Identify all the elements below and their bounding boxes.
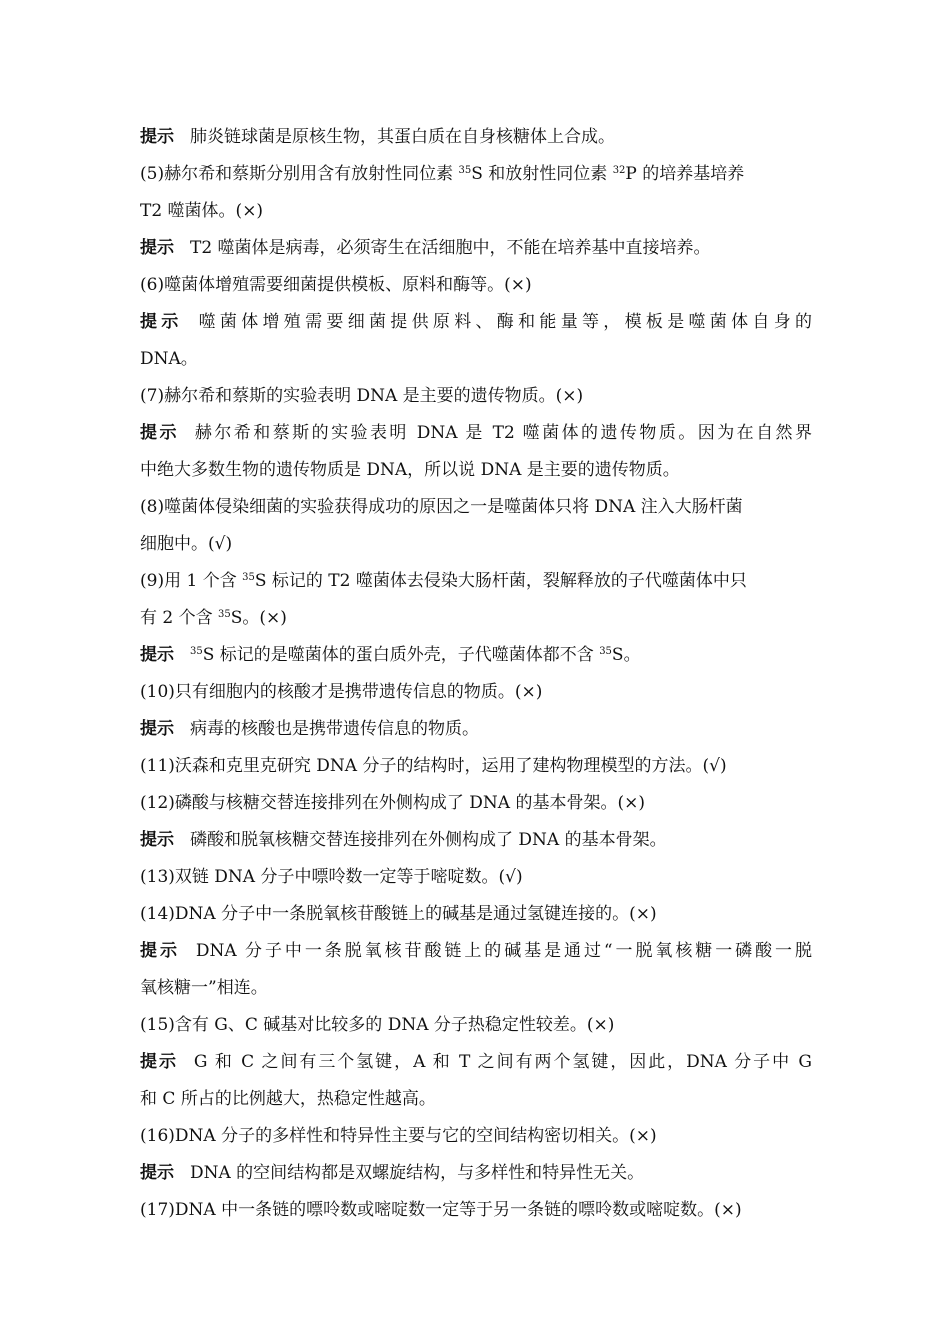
question-line	[140, 156, 812, 193]
hint-line	[140, 415, 812, 452]
hint-label: 提示	[140, 941, 180, 961]
text-segment: 病毒的核酸也是携带遗传信息的物质。	[190, 719, 479, 739]
text-segment: 肺炎链球菌是原核生物，其蛋白质在自身核糖体上合成。	[190, 127, 615, 147]
text-segment: 中绝大多数生物的遗传物质是 DNA，所以说 DNA 是主要的遗传物质。	[140, 460, 680, 480]
question-line	[140, 563, 812, 600]
text-segment: (6)噬菌体增殖需要细菌提供模板、原料和酶等。(×)	[140, 275, 532, 295]
text-segment: (5)赫尔希和蔡斯分别用含有放射性同位素	[140, 164, 459, 184]
text-segment: 有 2 个含	[140, 608, 219, 628]
hint-label: 提示	[140, 127, 174, 147]
document-body	[140, 119, 812, 1229]
question-line	[140, 859, 812, 896]
continuation-line	[140, 970, 812, 1007]
hint-line	[140, 933, 812, 970]
hint-line	[140, 304, 812, 341]
question-line	[140, 674, 812, 711]
question-line	[140, 1007, 812, 1044]
question-line	[140, 267, 812, 304]
isotope-superscript: 35	[458, 165, 472, 176]
isotope-superscript: 35	[190, 646, 203, 657]
continuation-line	[140, 341, 812, 378]
text-segment: S 标记的 T2 噬菌体去侵染大肠杆菌，裂解释放的子代噬菌体中只	[254, 571, 747, 591]
isotope-superscript: 35	[599, 646, 612, 657]
hint-line	[140, 230, 812, 267]
continuation-line	[140, 526, 812, 563]
text-segment: S 标记的是噬菌体的蛋白质外壳，子代噬菌体都不含	[202, 645, 600, 665]
hint-label: 提示	[140, 645, 174, 665]
isotope-superscript: 35	[218, 609, 231, 620]
question-line	[140, 489, 812, 526]
hint-line	[140, 1155, 812, 1192]
hint-label: 提示	[140, 238, 174, 258]
text-segment: (15)含有 G、C 碱基对比较多的 DNA 分子热稳定性较差。(×)	[140, 1015, 615, 1035]
text-segment: 噬菌体增殖需要细菌提供原料、酶和能量等，模板是噬菌体自身的	[198, 312, 812, 332]
text-segment: (16)DNA 分子的多样性和特异性主要与它的空间结构密切相关。(×)	[140, 1126, 657, 1146]
text-segment: DNA 的空间结构都是双螺旋结构，与多样性和特异性无关。	[190, 1163, 645, 1183]
text-segment: 细胞中。(√)	[140, 534, 233, 554]
text-segment: 氧核糖一”相连。	[140, 978, 268, 998]
text-segment: 赫尔希和蔡斯的实验表明 DNA 是 T2 噬菌体的遗传物质。因为在自然界	[194, 423, 812, 443]
hint-label: 提示	[140, 423, 179, 443]
hint-label: 提示	[140, 1052, 178, 1072]
text-segment: G 和 C 之间有三个氢键，A 和 T 之间有两个氢键，因此，DNA 分子中 G	[193, 1052, 812, 1072]
text-segment: 磷酸和脱氧核糖交替连接排列在外侧构成了 DNA 的基本骨架。	[190, 830, 667, 850]
question-line	[140, 748, 812, 785]
text-segment: (11)沃森和克里克研究 DNA 分子的结构时，运用了建构物理模型的方法。(√)	[140, 756, 727, 776]
text-segment: DNA 分子中一条脱氧核苷酸链上的碱基是通过“一脱氧核糖一磷酸一脱	[195, 941, 812, 961]
text-segment: S。	[611, 645, 641, 665]
text-segment: (7)赫尔希和蔡斯的实验表明 DNA 是主要的遗传物质。(×)	[140, 386, 584, 406]
text-segment: (12)磷酸与核糖交替连接排列在外侧构成了 DNA 的基本骨架。(×)	[140, 793, 645, 813]
question-line	[140, 785, 812, 822]
text-segment: (10)只有细胞内的核酸才是携带遗传信息的物质。(×)	[140, 682, 543, 702]
question-line	[140, 378, 812, 415]
question-line	[140, 1192, 812, 1229]
continuation-line	[140, 452, 812, 489]
hint-label: 提示	[140, 830, 174, 850]
question-line	[140, 896, 812, 933]
text-segment: (8)噬菌体侵染细菌的实验获得成功的原因之一是噬菌体只将 DNA 注入大肠杆菌	[140, 497, 743, 517]
continuation-line	[140, 600, 812, 637]
text-segment: T2 噬菌体。(×)	[140, 201, 264, 221]
text-segment: (17)DNA 中一条链的嘌呤数或嘧啶数一定等于另一条链的嘌呤数或嘧啶数。(×)	[140, 1200, 742, 1220]
text-segment: (13)双链 DNA 分子中嘌呤数一定等于嘧啶数。(√)	[140, 867, 523, 887]
text-segment: (9)用 1 个含	[140, 571, 243, 591]
question-line	[140, 1118, 812, 1155]
continuation-line	[140, 193, 812, 230]
hint-line	[140, 119, 812, 156]
text-segment: P 的培养基培养	[625, 164, 745, 184]
hint-line	[140, 822, 812, 859]
text-segment: 和 C 所占的比例越大，热稳定性越高。	[140, 1089, 436, 1109]
isotope-superscript: 32	[612, 165, 626, 176]
text-segment: (14)DNA 分子中一条脱氧核苷酸链上的碱基是通过氢键连接的。(×)	[140, 904, 657, 924]
continuation-line	[140, 1081, 812, 1118]
hint-line	[140, 637, 812, 674]
text-segment: S 和放射性同位素	[471, 164, 613, 184]
isotope-superscript: 35	[242, 572, 255, 583]
hint-label: 提示	[140, 312, 183, 332]
hint-label: 提示	[140, 719, 174, 739]
hint-label: 提示	[140, 1163, 174, 1183]
text-segment: S。(×)	[230, 608, 287, 628]
hint-line	[140, 711, 812, 748]
text-segment: DNA。	[140, 349, 198, 369]
text-segment: T2 噬菌体是病毒，必须寄生在活细胞中，不能在培养基中直接培养。	[190, 238, 711, 258]
hint-line	[140, 1044, 812, 1081]
